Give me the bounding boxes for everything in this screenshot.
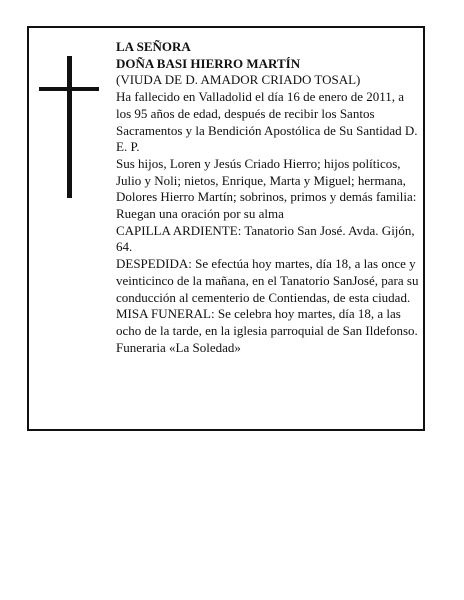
prayer-request: Ruegan una oración por su alma [116, 206, 284, 222]
cross-vertical-bar [67, 56, 72, 198]
notice-title: LA SEÑORA [116, 39, 191, 54]
cross-horizontal-bar [39, 87, 99, 91]
family-paragraph: Sus hijos, Loren y Jesús Criado Hierro; hijos políticos, Julio y Noli; nietos, Enrique, Marta y Miguel; hermana, Dolores Hierro Martín; sobrinos, primos y demás familia: [116, 155, 417, 205]
death-paragraph: Ha fallecido en Valladolid el día 16 de enero de 2011, a los 95 años de edad, después de recibir los Santos Sacramentos y la Bendición Apostólica de Su Santidad D. E. P. [116, 89, 418, 155]
farewell-paragraph: DESPEDIDA: Se efectúa hoy martes, día 18, a las once y veinticinco de la mañana, en el Tanatorio SanJosé, para su conducción al cementerio de Contiendas, de esta ciudad. [116, 256, 419, 305]
obituary-notice [27, 26, 425, 431]
funeral-home: Funeraria «La Soledad» [116, 339, 241, 355]
funeral-mass-paragraph: MISA FUNERAL: Se celebra hoy martes, día 18, a las ocho de la tarde, en la iglesia parroquial de San Ildefonso. [116, 306, 418, 338]
notice-text [116, 39, 420, 356]
widow-line: (VIUDA DE D. AMADOR CRIADO TOSAL) [116, 72, 361, 88]
deceased-name: DOÑA BASI HIERRO MARTÍN [116, 55, 301, 71]
chapel-paragraph: CAPILLA ARDIENTE: Tanatorio San José. Avda. Gijón, 64. [116, 222, 415, 255]
